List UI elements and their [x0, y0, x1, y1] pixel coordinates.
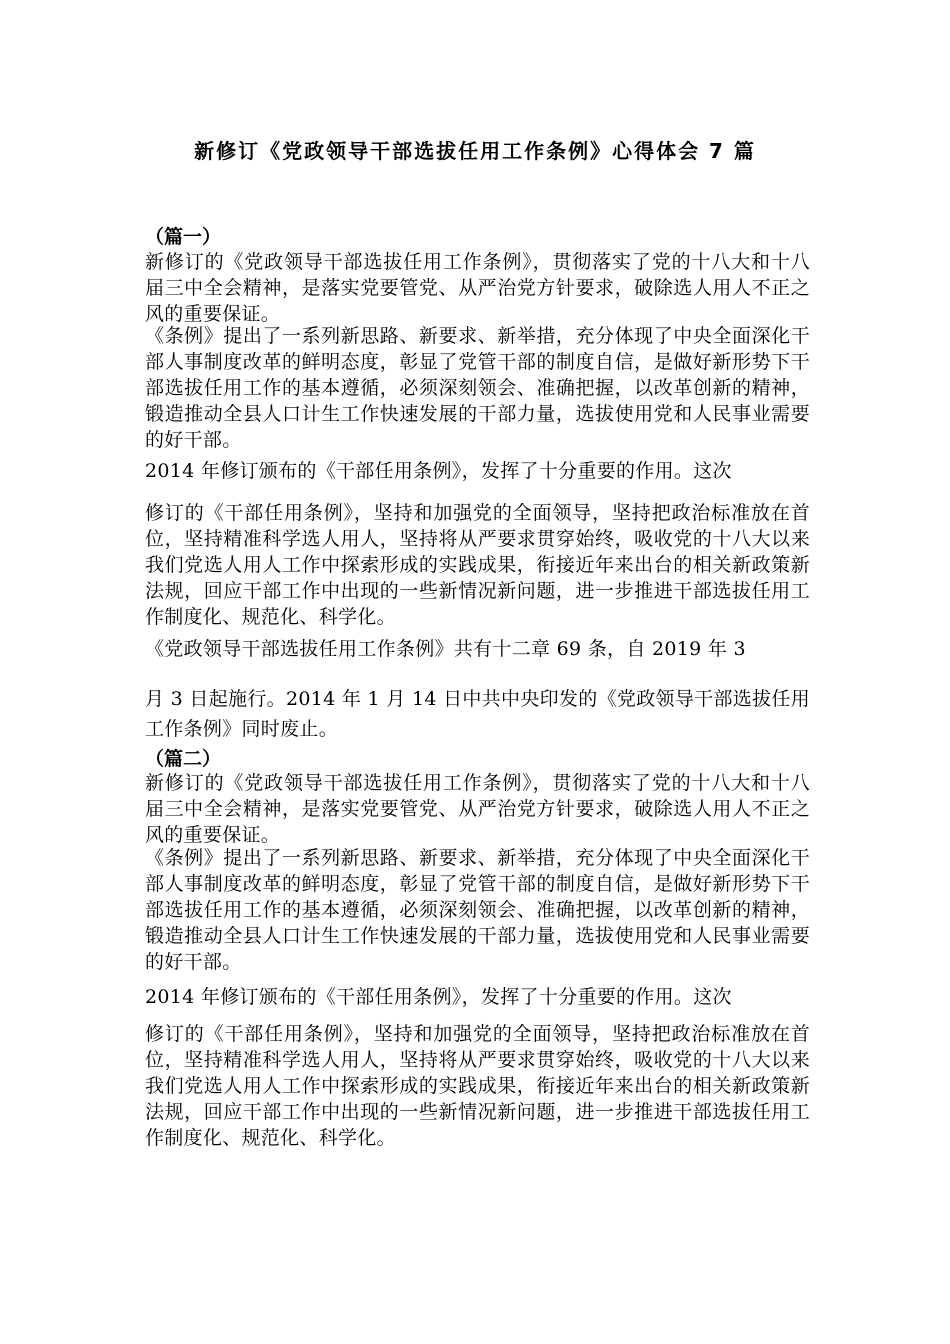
paragraph: 新修订的《党政领导干部选拔任用工作条例》，贯彻落实了党的十八大和十八届三中全会精神，是落实党要管党、从严治党方针要求，破除选人用人不正之风的重要保证。: [145, 251, 810, 325]
paragraph: 修订的《干部任用条例》，坚持和加强党的全面领导，坚持把政治标准放在首位，坚持精准科学选人用人，坚持将从严要求贯穿始终，吸收党的十八大以来我们党选人用人工作中探索形成的实践成果，衔接近年来出台的相关新政策新法规，回应干部工作中出现的一些新情况新问题，进一步推进干部选拔任用工作制度化、规范化、科学化。: [145, 502, 810, 628]
paragraph: 月 3 日起施行。2014 年 1 月 14 日中共中央印发的《党政领导干部选拔任用工作条例》同时废止。: [145, 688, 810, 740]
paragraph: 2014 年修订颁布的《干部任用条例》，发挥了十分重要的作用。这次: [145, 986, 732, 1008]
document-title: 新修订《党政领导干部选拔任用工作条例》心得体会 7 篇: [194, 139, 756, 163]
paragraph: 《条例》提出了一系列新思路、新要求、新举措，充分体现了中央全面深化干部人事制度改革的鲜明态度，彰显了党管干部的制度自信，是做好新形势下干部选拔任用工作的基本遵循，必须深刻领会、准确把握，以改革创新的精神，锻造推动全县人口计生工作快速发展的干部力量，选拔使用党和人民事业需要的好干部。: [145, 847, 810, 973]
section-heading-1: （篇一）: [145, 226, 222, 248]
paragraph: 《党政领导干部选拔任用工作条例》共有十二章 69 条，自 2019 年 3: [145, 638, 746, 660]
paragraph: 修订的《干部任用条例》，坚持和加强党的全面领导，坚持把政治标准放在首位，坚持精准科学选人用人，坚持将从严要求贯穿始终，吸收党的十八大以来我们党选人用人工作中探索形成的实践成果，衔接近年来出台的相关新政策新法规，回应干部工作中出现的一些新情况新问题，进一步推进干部选拔任用工作制度化、规范化、科学化。: [145, 1023, 810, 1149]
paragraph: 2014 年修订颁布的《干部任用条例》，发挥了十分重要的作用。这次: [145, 460, 732, 482]
section-heading-2: （篇二）: [145, 748, 222, 770]
paragraph: 《条例》提出了一系列新思路、新要求、新举措，充分体现了中央全面深化干部人事制度改革的鲜明态度，彰显了党管干部的制度自信，是做好新形势下干部选拔任用工作的基本遵循，必须深刻领会、准确把握，以改革创新的精神，锻造推动全县人口计生工作快速发展的干部力量，选拔使用党和人民事业需要的好干部。: [145, 325, 810, 451]
paragraph: 新修订的《党政领导干部选拔任用工作条例》，贯彻落实了党的十八大和十八届三中全会精神，是落实党要管党、从严治党方针要求，破除选人用人不正之风的重要保证。: [145, 772, 810, 846]
